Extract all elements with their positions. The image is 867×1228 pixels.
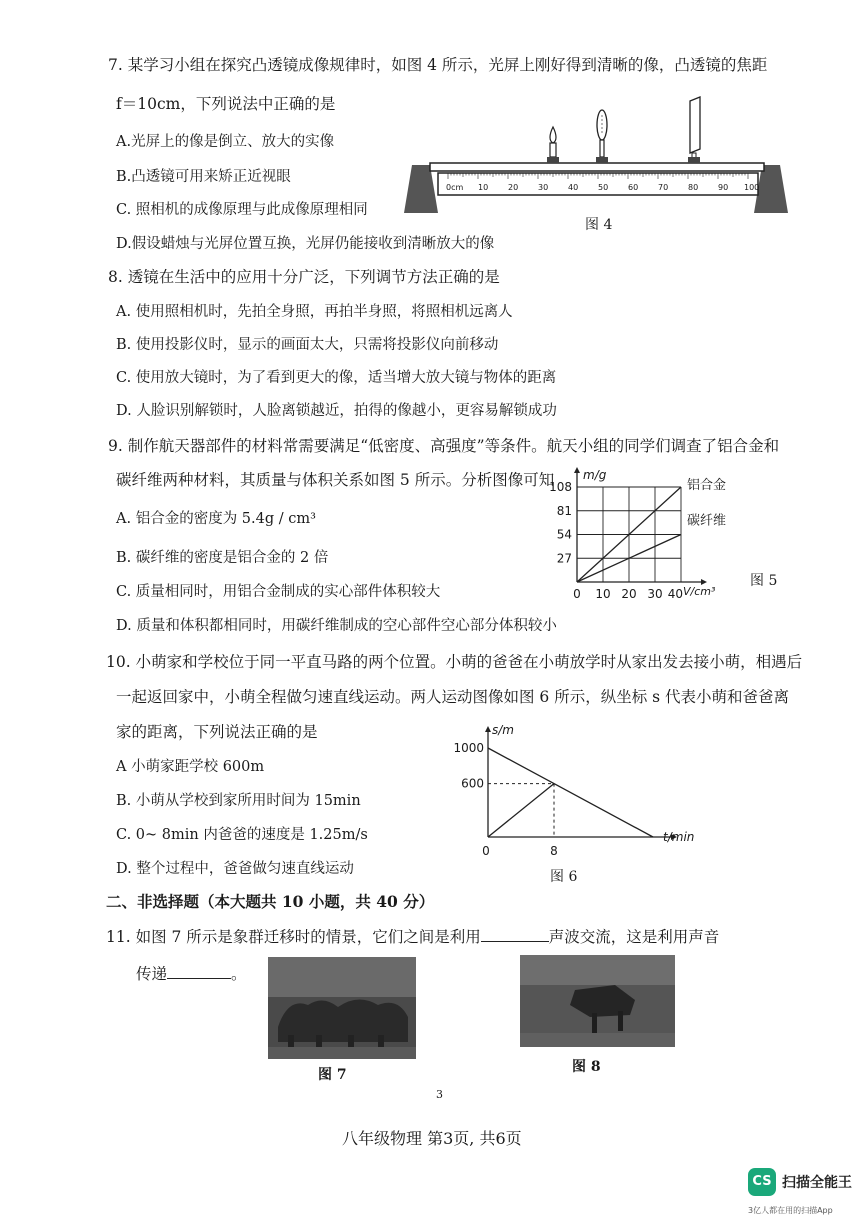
- fig6-x-axis-label: t/min: [663, 830, 695, 844]
- q9-option-d: D. 质量和体积都相同时，用碳纤维制成的空心部件空心部分体积较小: [116, 618, 557, 634]
- ruler-tick-label: 10: [478, 183, 489, 192]
- q11-line2-end: 。: [231, 965, 247, 983]
- q8-option-a: A. 使用照相机时，先拍全身照，再拍半身照，将照相机远离人: [116, 304, 513, 320]
- figure-4-caption: 图 4: [585, 217, 613, 233]
- fig5-y-tick-label: 27: [556, 551, 572, 566]
- fig5-series-label-aluminum: 铝合金: [687, 478, 727, 493]
- optical-track: [430, 163, 764, 171]
- convex-lens: [596, 110, 608, 163]
- q8-option-d: D. 人脸识别解锁时，人脸离锁越近，拍得的像越小，更容易解锁成功: [116, 403, 557, 419]
- q10-stem-line3: 家的距离，下列说法正确的是: [116, 723, 318, 741]
- fig5-x-tick-label: 0: [573, 587, 581, 601]
- q9-option-b: B. 碳纤维的密度是铝合金的 2 倍: [116, 550, 329, 566]
- q8-option-b: B. 使用投影仪时，显示的画面太大，只需将投影仪向前移动: [116, 337, 499, 353]
- q7-option-c: C. 照相机的成像原理与此成像原理相同: [116, 202, 368, 218]
- section-2-title: 二、非选择题（本大题共 10 小题，共 40 分）: [106, 892, 435, 911]
- fig5-series-label-carbon-fiber: 碳纤维: [687, 513, 727, 529]
- q10-option-d: D. 整个过程中，爸爸做匀速直线运动: [116, 861, 354, 877]
- left-support: [404, 165, 438, 213]
- q8-option-c: C. 使用放大镜时，为了看到更大的像，适当增大放大镜与物体的距离: [116, 370, 557, 386]
- ruler-tick-label: 20: [508, 183, 519, 192]
- q8-stem: 8. 透镜在生活中的应用十分广泛，下列调节方法正确的是: [108, 268, 500, 286]
- figure-5-caption: 图 5: [750, 573, 778, 589]
- fig6-x-tick-label: 8: [550, 844, 558, 858]
- q11-line1: [106, 925, 719, 947]
- fig6-x-tick-label: 0: [482, 844, 490, 858]
- q10-option-b: B. 小萌从学校到家所用时间为 15min: [116, 793, 361, 809]
- q7-option-b: B.凸透镜可用来矫正近视眼: [116, 169, 291, 185]
- figure-8-image: [520, 955, 675, 1047]
- fig5-x-tick-label: 30: [647, 587, 663, 601]
- ruler-tick-label: 60: [628, 183, 639, 192]
- q7-stem-line1: 7. 某学习小组在探究凸透镜成像规律时，如图 4 所示，光屏上刚好得到清晰的像，凸透镜的焦距: [108, 56, 768, 74]
- figure-6-distance-time-chart: [440, 718, 730, 863]
- q9-option-a: A. 铝合金的密度为 5.4g / cm³: [116, 511, 316, 527]
- fig5-y-axis-label: m/g: [583, 468, 607, 482]
- q9-stem-line1: 9. 制作航天器部件的材料常需要满足“低密度、高强度”等条件。航天小组的同学们调查了铝合金和: [108, 437, 780, 455]
- ruler-tick-label: 100: [744, 183, 760, 192]
- fig6-y-tick-label: 600: [461, 776, 484, 791]
- fig5-x-tick-label: 20: [621, 587, 637, 601]
- figure-7-image: [268, 957, 416, 1059]
- ruler-tick-label: 80: [688, 183, 699, 192]
- cs-scanner-name: 扫描全能王: [782, 1175, 852, 1191]
- cs-scanner-logo: CS: [748, 1168, 776, 1196]
- fig6-series-dad-line: [488, 748, 653, 837]
- fig5-y-tick-label: 81: [556, 503, 572, 518]
- fig6-series-xiaomeng-line: [488, 784, 554, 837]
- q10-option-a: A 小萌家距学校 600m: [116, 759, 265, 775]
- candle: [547, 127, 559, 163]
- q9-option-c: C. 质量相同时，用铝合金制成的实心部件体积较大: [116, 584, 441, 600]
- ruler-tick-label: 30: [538, 183, 549, 192]
- fig6-y-tick-label: 1000: [453, 741, 484, 755]
- figure-7-elephant-herd-photo: [268, 957, 416, 1059]
- q11-line2: [136, 962, 247, 984]
- figure-5-mass-volume-chart: [540, 460, 740, 608]
- q10-stem-line2: 一起返回家中，小萌全程做匀速直线运动。两人运动图像如图 6 所示，纵坐标 s 代表小萌和爸爸离: [116, 688, 790, 706]
- q11-line1-end: 声波交流，这是利用声音: [548, 928, 720, 946]
- q9-stem-line2: 碳纤维两种材料，其质量与体积关系如图 5 所示。分析图像可知: [116, 471, 555, 489]
- fig5-y-axis-arrow: [574, 467, 580, 473]
- figure-8-photo: [520, 955, 675, 1047]
- figure-6-caption: 图 6: [550, 869, 578, 885]
- q11-blank-2[interactable]: [167, 964, 231, 979]
- cs-scanner-tagline: 3亿人都在用的扫描App: [748, 1206, 833, 1215]
- q7-option-a: A.光屏上的像是倒立、放大的实像: [116, 134, 335, 150]
- ruler-tick-label: 70: [658, 183, 669, 192]
- fig5-x-tick-label: 10: [595, 587, 611, 601]
- figure-7-caption: 图 7: [318, 1067, 347, 1083]
- page-footer: 八年级物理 第3页, 共6页: [342, 1129, 522, 1148]
- q10-stem-line1: 10. 小萌家和学校位于同一平直马路的两个位置。小萌的爸爸在小萌放学时从家出发去接小萌，相遇后: [106, 653, 803, 671]
- fig5-x-tick-label: 40: [667, 587, 683, 601]
- ruler-tick-label: 90: [718, 183, 729, 192]
- fig6-y-axis-label: s/m: [492, 723, 514, 737]
- q11-line1-start: 11. 如图 7 所示是象群迁移时的情景，它们之间是利用: [106, 928, 481, 946]
- fig5-y-tick-label: 108: [549, 480, 572, 494]
- ruler-unit-label: 0cm: [446, 183, 464, 192]
- ruler-tick-label: 40: [568, 183, 579, 192]
- fig5-y-tick-label: 54: [556, 527, 572, 542]
- q11-blank-1[interactable]: [481, 927, 549, 942]
- fig5-x-axis-label: V/cm³: [683, 585, 716, 598]
- fig6-y-axis-arrow: [485, 726, 491, 732]
- figure-8-caption: 图 8: [572, 1059, 601, 1075]
- q10-option-c: C. 0~ 8min 内爸爸的速度是 1.25m/s: [116, 827, 368, 843]
- light-screen: [688, 97, 700, 163]
- page-number: 3: [436, 1088, 443, 1101]
- ruler-tick-label: 50: [598, 183, 609, 192]
- q11-line2-start: 传递: [136, 965, 168, 983]
- q7-stem-line2: f＝10cm，下列说法中正确的是: [116, 95, 336, 113]
- q7-option-d: D.假设蜡烛与光屏位置互换，光屏仍能接收到清晰放大的像: [116, 236, 495, 252]
